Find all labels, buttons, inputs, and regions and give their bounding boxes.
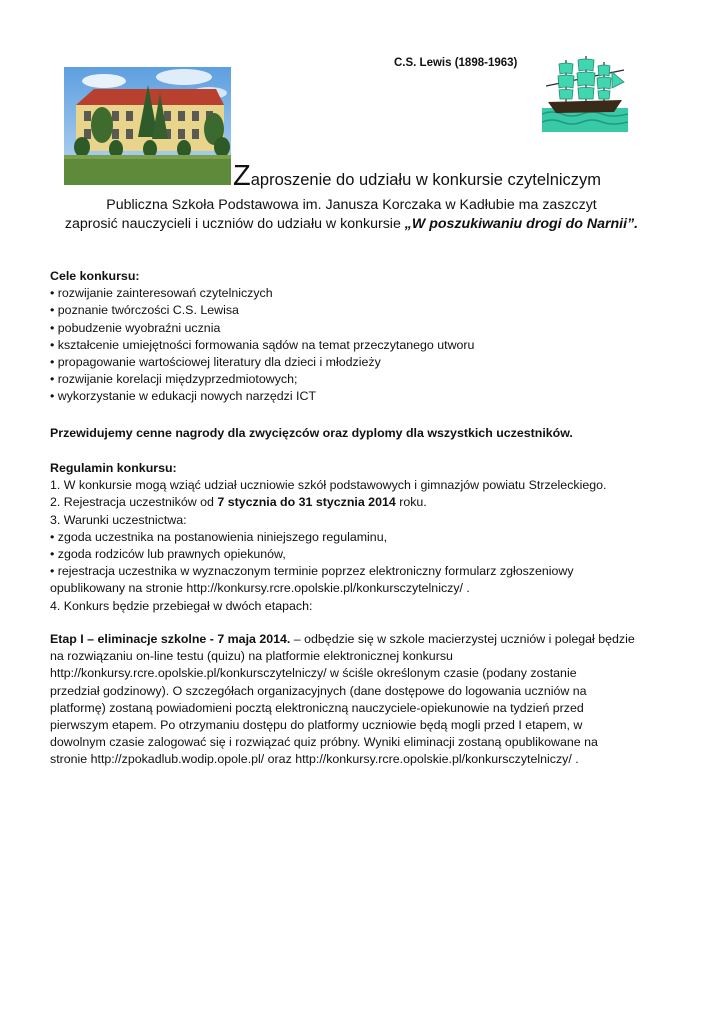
- stage-1-heading: Etap I – eliminacje szkolne - 7 maja 2014.: [50, 632, 291, 646]
- goals-section: [50, 268, 660, 406]
- stage-1-section: [50, 631, 660, 769]
- stage-1-first-line: [50, 631, 660, 648]
- goal-item: • kształcenie umiejętności formowania sądów na temat przeczytanego utworu: [50, 337, 475, 352]
- goal-item: • poznanie twórczości C.S. Lewisa: [50, 303, 239, 318]
- rule-1: 1. W konkursie mogą wziąć udział uczniowie szkół podstawowych i gimnazjów powiatu Strzeleckiego.: [50, 478, 607, 493]
- rule-3-item: opublikowany na stronie http://konkursy.rcre.opolskie.pl/konkursczytelniczy/ .: [50, 581, 470, 596]
- stage-1-line: dowolnym czasie zalogować się i rozwiązać quiz próbny. Wyniki eliminacji zostaną opublikowane na: [50, 735, 598, 750]
- sailing-ship-icon: [542, 52, 628, 132]
- stage-1-line: na rozwiązaniu on-line testu (quizu) na platformie elektronicznej konkursu: [50, 649, 453, 664]
- stage-1-line: przedział godzinowy). O szczegółach organizacyjnych (dane dostępowe do logowania uczniów na: [50, 683, 587, 698]
- title-initial: Z: [233, 160, 251, 192]
- rule-2: [50, 494, 660, 511]
- stage-1-line: pierwszym etapem. Po otrzymaniu dostępu do platformy uczniowie będą mogli przed I etapem, w: [50, 718, 583, 733]
- goal-item: • wykorzystanie w edukacji nowych narzędzi ICT: [50, 389, 317, 404]
- rule-3-item: • rejestracja uczestnika w wyznaczonym terminie poprzez elektroniczny formularz zgłoszeniowy: [50, 564, 574, 579]
- contest-name: „W poszukiwaniu drogi do Narnii”.: [404, 216, 639, 232]
- rules-heading: Regulamin konkursu:: [50, 461, 177, 475]
- title-text: aproszenie do udziału w konkursie czytelniczym: [250, 171, 602, 189]
- author-caption: C.S. Lewis (1898-1963): [394, 57, 518, 69]
- stage-1-line: http://konkursy.rcre.opolskie.pl/konkursczytelniczy/ w ściśle określonym czasie (podany zostanie: [50, 666, 577, 681]
- goal-item: • pobudzenie wyobraźni ucznia: [50, 320, 221, 335]
- rule-3: 3. Warunki uczestnictwa:: [50, 512, 187, 527]
- intro-line-1: Publiczna Szkoła Podstawowa im. Janusza Korczaka w Kadłubie ma zaszczyt: [106, 197, 597, 213]
- intro-line-2: [0, 216, 703, 232]
- goals-heading: Cele konkursu:: [50, 269, 140, 283]
- stage-1-line: – odbędzie się w szkole macierzystej uczniów i polegał będzie: [290, 632, 635, 646]
- goal-item: • propagowanie wartościowej literatury dla dzieci i młodzieży: [50, 355, 381, 370]
- school-building-photo: [64, 67, 231, 185]
- rule-2-text: 2. Rejestracja uczestników od: [50, 495, 218, 510]
- stage-1-line: stronie http://zpokadlub.wodip.opole.pl/ oraz http://konkursy.rcre.opolskie.pl/konkursczytelniczy/ .: [50, 752, 579, 767]
- goal-item: • rozwijanie zainteresowań czytelniczych: [50, 286, 273, 301]
- goal-item: • rozwijanie korelacji międzyprzedmiotowych;: [50, 372, 298, 387]
- rule-3-item: • zgoda uczestnika na postanowienia niniejszego regulaminu,: [50, 529, 388, 544]
- rule-2-suffix: roku.: [395, 495, 427, 510]
- intro-line-2-text: zaprosić nauczycieli i uczniów do udziału w konkursie: [64, 216, 405, 232]
- stage-1-line: platformę) zostaną powiadomieni pocztą elektroniczną nauczyciele-opiekunowie na tydzień przed: [50, 700, 584, 715]
- page-title: [233, 162, 601, 191]
- registration-dates: 7 stycznia do 31 stycznia 2014: [217, 495, 396, 510]
- rule-3-item: • zgoda rodziców lub prawnych opiekunów,: [50, 547, 286, 562]
- prizes-statement: Przewidujemy cenne nagrody dla zwycięzców oraz dyplomy dla wszystkich uczestników.: [50, 426, 573, 440]
- rule-4: 4. Konkurs będzie przebiegał w dwóch etapach:: [50, 598, 313, 613]
- rules-section: [50, 460, 660, 615]
